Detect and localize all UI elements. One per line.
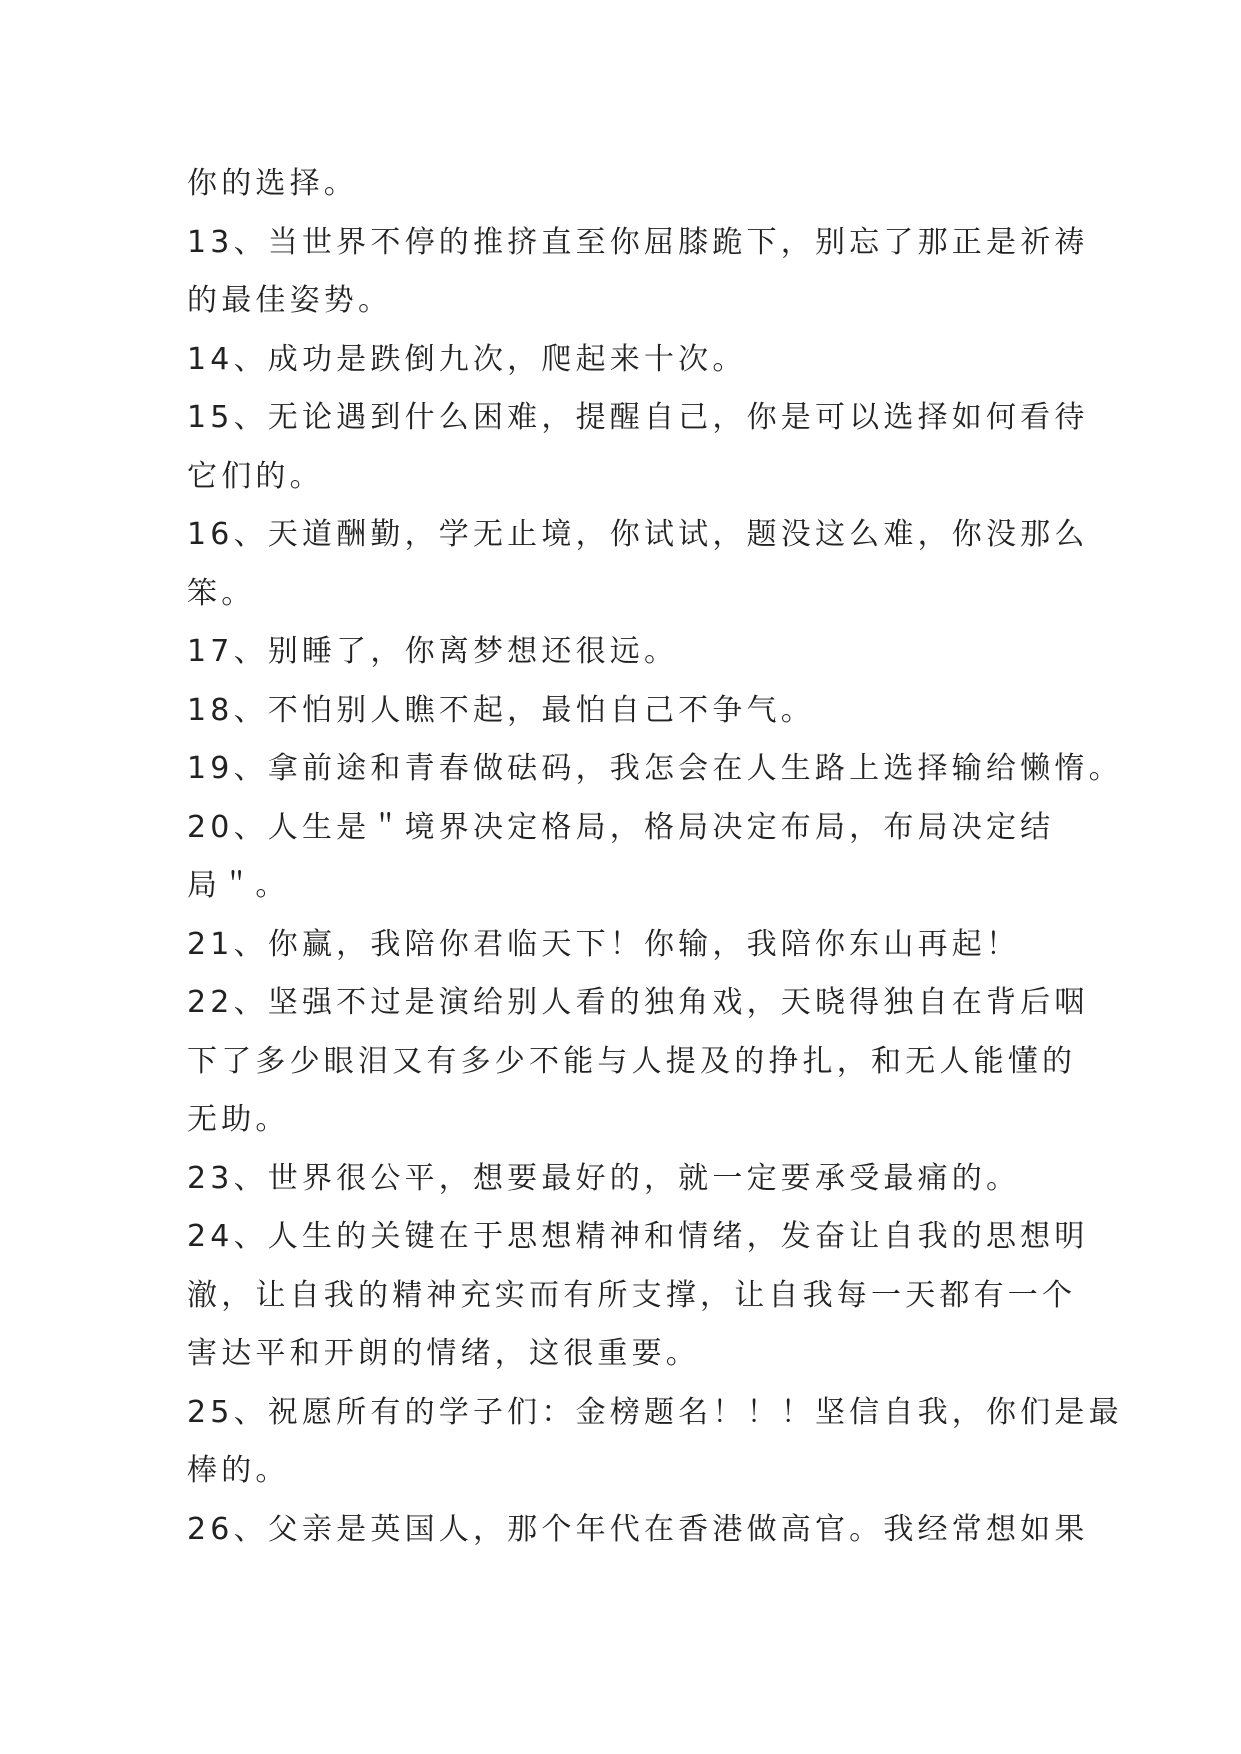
text-line: 笨。: [187, 575, 256, 611]
text-line: 23、世界很公平，想要最好的，就一定要承受最痛的。: [187, 1160, 1021, 1196]
text-line: 13、当世界不停的推挤直至你屈膝跪下，别忘了那正是祈祷: [187, 224, 1089, 260]
text-line: 18、不怕别人瞧不起，最怕自己不争气。: [187, 692, 815, 728]
text-line: 16、天道酬勤，学无止境，你试试，题没这么难，你没那么: [187, 517, 1089, 552]
text-line: 你的选择。: [187, 166, 358, 201]
text-line: 22、坚强不过是演给别人看的独角戏，天晓得独自在背后咽: [187, 985, 1089, 1020]
text-line: 15、无论遇到什么困难，提醒自己，你是可以选择如何看待: [187, 400, 1089, 435]
text-line: 25、祝愿所有的学子们：金榜题名！！！坚信自我，你们是最: [187, 1394, 1123, 1430]
text-line: 它们的。: [187, 458, 324, 494]
text-line: 24、人生的关键在于思想精神和情绪，发奋让自我的思想明: [187, 1219, 1089, 1254]
document-body: [187, 155, 1123, 1559]
text-line: 无助。: [187, 1102, 290, 1137]
text-line: 下了多少眼泪又有多少不能与人提及的挣扎，和无人能懂的: [187, 1043, 1077, 1079]
text-line: 14、成功是跌倒九次，爬起来十次。: [187, 341, 747, 377]
text-line: 26、父亲是英国人，那个年代在香港做高官。我经常想如果: [187, 1511, 1089, 1547]
text-line: 17、别睡了，你离梦想还很远。: [187, 634, 679, 669]
text-line: 局＂。: [187, 868, 290, 903]
text-line: 棒的。: [187, 1453, 290, 1488]
text-line: 的最佳姿势。: [187, 283, 393, 318]
text-line: 21、你赢，我陪你君临天下！你输，我陪你东山再起！: [187, 926, 1021, 962]
text-line: 害达平和开朗的情绪，这很重要。: [187, 1336, 700, 1371]
text-line: 20、人生是＂境界决定格局，格局决定布局，布局决定结: [187, 809, 1055, 845]
text-line: 澈，让自我的精神充实而有所支撑，让自我每一天都有一个: [187, 1277, 1077, 1313]
text-line: 19、拿前途和青春做砝码，我怎会在人生路上选择输给懒惰。: [187, 751, 1123, 786]
